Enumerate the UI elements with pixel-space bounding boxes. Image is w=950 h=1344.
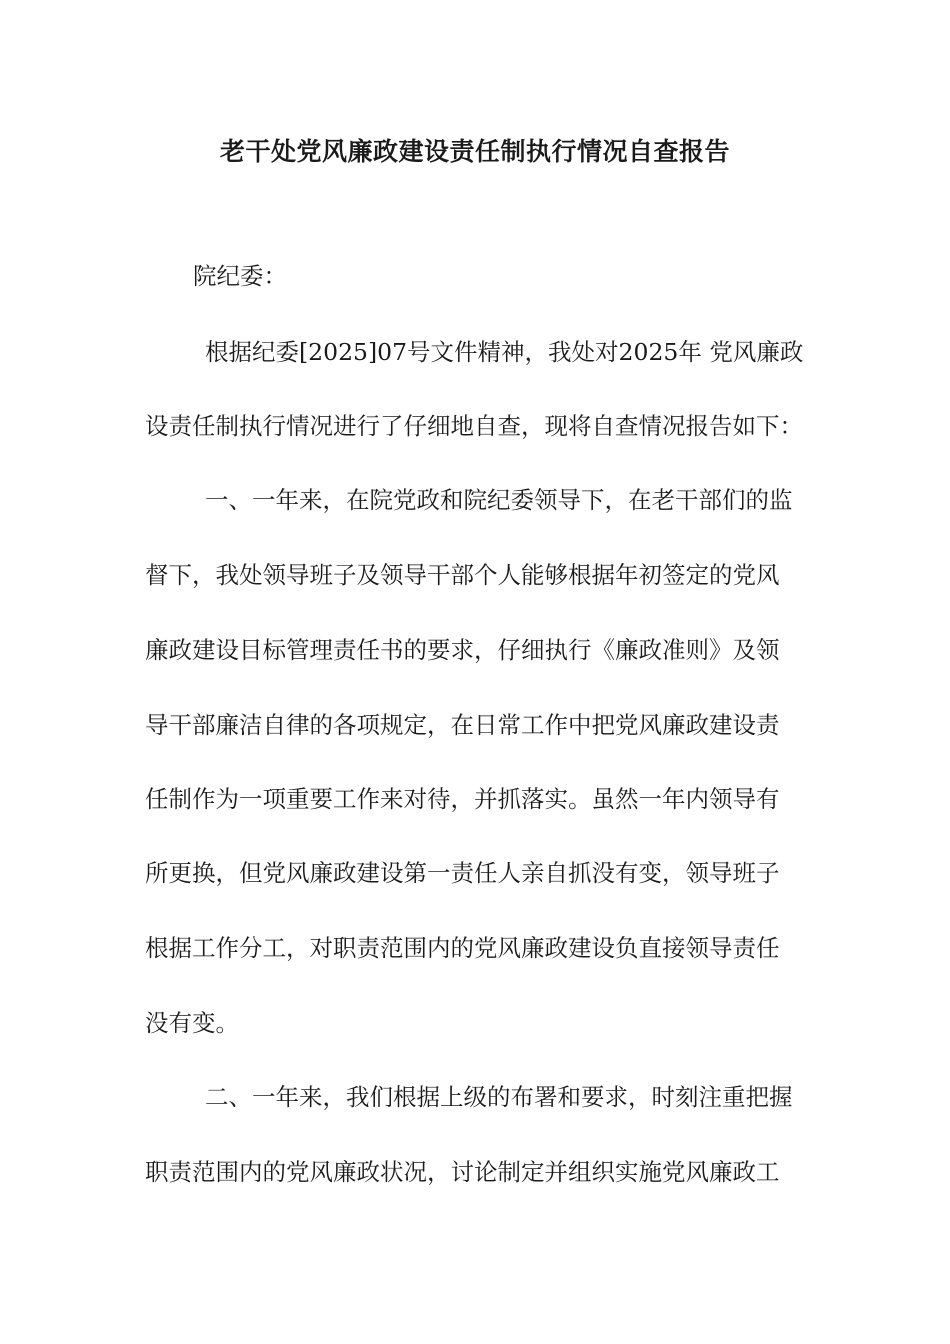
paragraph-line: 二、一年来，我们根据上级的布署和要求，时刻注重把握 xyxy=(205,1083,793,1111)
paragraph-line: 职责范围内的党风廉政状况，讨论制定并组织实施党风廉政工 xyxy=(145,1158,780,1186)
paragraph-line: 所更换，但党风廉政建设第一责任人亲自抓没有变，领导班子 xyxy=(145,859,780,887)
paragraph-line: 根据工作分工，对职责范围内的党风廉政建设负直接领导责任 xyxy=(145,934,780,962)
salutation: 院纪委： xyxy=(193,262,287,290)
paragraph-line: 设责任制执行情况进行了仔细地自查，现将自查情况报告如下： xyxy=(145,412,803,440)
paragraph-line: 导干部廉洁自律的各项规定，在日常工作中把党风廉政建设责 xyxy=(145,711,780,739)
document-title: 老干处党风廉政建设责任制执行情况自查报告 xyxy=(219,137,730,166)
paragraph-line: 督下，我处领导班子及领导干部个人能够根据年初签定的党风 xyxy=(145,561,780,589)
paragraph-line: 廉政建设目标管理责任书的要求，仔细执行《廉政准则》及领 xyxy=(145,636,780,664)
paragraph-line: 一、一年来，在院党政和院纪委领导下，在老干部们的监 xyxy=(205,486,793,514)
paragraph-line: 任制作为一项重要工作来对待，并抓落实。虽然一年内领导有 xyxy=(145,785,780,813)
paragraph-line: 根据纪委[2025]07号文件精神，我处对2025年 党风廉政 xyxy=(205,338,804,366)
paragraph-line: 没有变。 xyxy=(145,1009,239,1037)
